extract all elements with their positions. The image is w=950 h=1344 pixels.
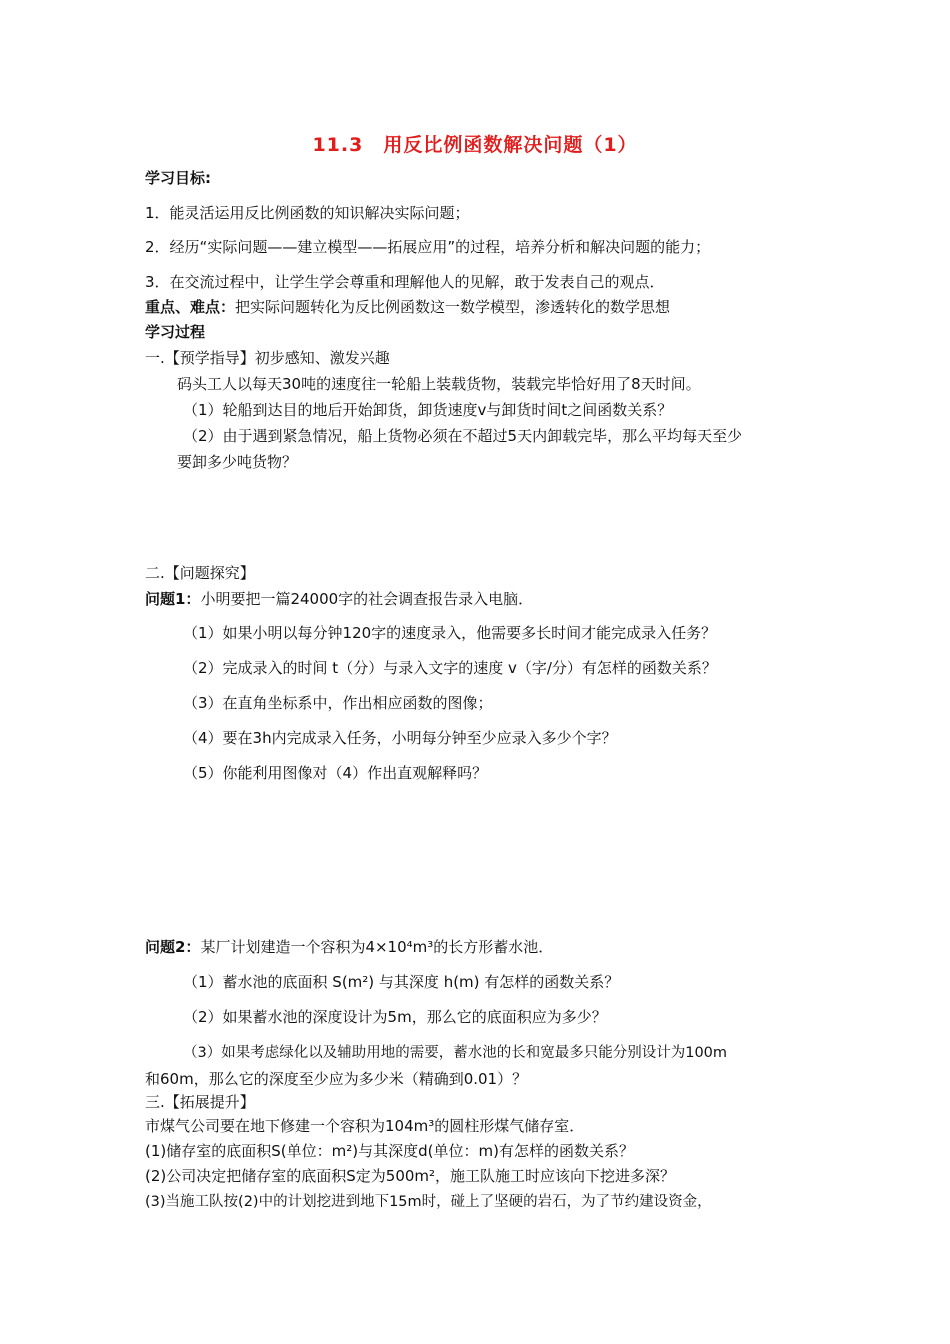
problem2-statement <box>145 937 553 957</box>
section2-heading: 二.【问题探究】 <box>145 564 255 582</box>
problem1-item-1: （1）如果小明以每分钟120字的速度录入，他需要多长时间才能完成录入任务？ <box>183 624 717 642</box>
section1-q2-line1: （2）由于遇到紧急情况，船上货物必须在不超过5天内卸载完毕，那么平均每天至少 <box>183 427 743 445</box>
section1-heading: 一.【预学指导】初步感知、激发兴趣 <box>145 349 390 367</box>
problem2-item-3-line1: （3）如果考虑绿化以及辅助用地的需要，蓄水池的长和宽最多只能分别设计为100m <box>183 1045 728 1061</box>
problem1-item-2: （2）完成录入的时间 t（分）与录入文字的速度 v（字/分）有怎样的函数关系？ <box>183 659 717 677</box>
goals-heading: 学习目标: <box>145 169 211 187</box>
section1-intro: 码头工人以每天30吨的速度往一轮船上装载货物，装载完毕恰好用了8天时间。 <box>177 375 701 393</box>
section1-q2-line2: 要卸多少吨货物？ <box>177 453 298 471</box>
problem2-item-1: （1）蓄水池的底面积 S(m²) 与其深度 h(m) 有怎样的函数关系？ <box>183 973 620 991</box>
process-heading: 学习过程 <box>145 323 206 341</box>
key-points-label: 重点、难点： <box>145 298 236 316</box>
section3-intro: 市煤气公司要在地下修建一个容积为104m³的圆柱形煤气储存室． <box>145 1117 585 1135</box>
problem2-label: 问题2： <box>145 938 201 956</box>
key-points <box>145 297 670 317</box>
problem1-label: 问题1： <box>145 590 201 608</box>
problem2-item-3-line2: 和60m，那么它的深度至少应为多少米（精确到0.01）？ <box>145 1070 528 1088</box>
section3-heading: 三.【拓展提升】 <box>145 1093 255 1111</box>
problem2-item-2: （2）如果蓄水池的深度设计为5m，那么它的底面积应为多少？ <box>183 1008 607 1026</box>
goal-item-1: 1．能灵活运用反比例函数的知识解决实际问题； <box>145 204 470 222</box>
problem1-item-5: （5）你能利用图像对（4）作出直观解释吗？ <box>183 764 488 782</box>
goal-item-2: 2．经历“实际问题——建立模型——拓展应用”的过程，培养分析和解决问题的能力； <box>145 238 711 256</box>
section3-item-1: (1)储存室的底面积S(单位：m²)与其深度d(单位：m)有怎样的函数关系？ <box>145 1142 634 1160</box>
goal-item-3: 3．在交流过程中，让学生学会尊重和理解他人的见解，敢于发表自己的观点． <box>145 273 665 291</box>
problem1-item-3: （3）在直角坐标系中，作出相应函数的图像； <box>183 694 493 712</box>
section1-q1: （1）轮船到达目的地后开始卸货，卸货速度v与卸货时间t之间函数关系？ <box>183 401 673 419</box>
problem1-statement <box>145 589 533 609</box>
problem2-text: 某厂计划建造一个容积为4×10⁴m³的长方形蓄水池． <box>200 938 554 956</box>
page-title: 11.3 用反比例函数解决问题（1） <box>312 134 638 156</box>
problem1-text: 小明要把一篇24000字的社会调查报告录入电脑． <box>200 590 534 608</box>
problem1-item-4: （4）要在3h内完成录入任务，小明每分钟至少应录入多少个字？ <box>183 729 617 747</box>
section3-item-2: (2)公司决定把储存室的底面积S定为500m²，施工队施工时应该向下挖进多深？ <box>145 1167 676 1185</box>
section3-item-3: (3)当施工队按(2)中的计划挖进到地下15m时，碰上了坚硬的岩石，为了节约建设资金， <box>145 1194 712 1210</box>
key-points-text: 把实际问题转化为反比例函数这一数学模型，渗透转化的数学思想 <box>235 298 671 316</box>
